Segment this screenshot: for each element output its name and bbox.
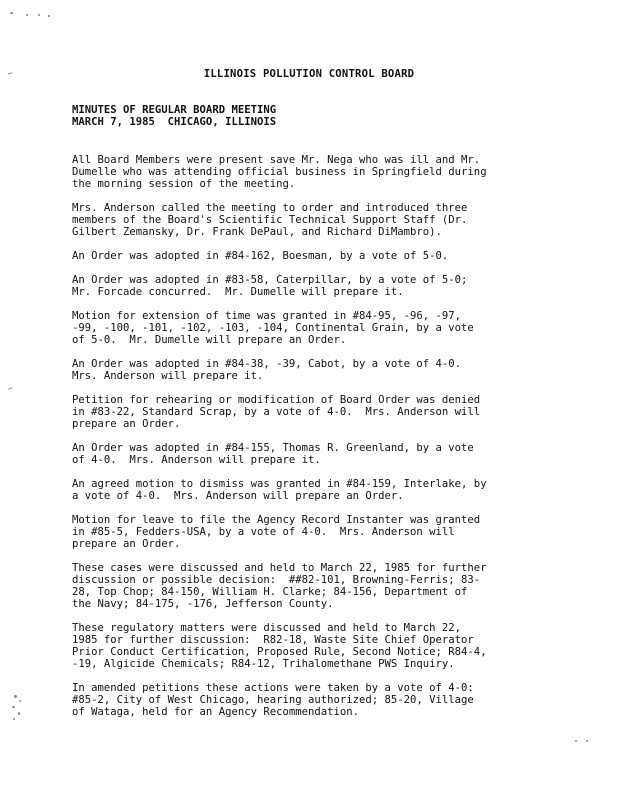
minutes-paragraph [72,442,552,466]
meeting-heading [72,104,276,128]
minutes-paragraph [72,562,552,610]
paragraph-line: All Board Members were present save Mr. Nega who was ill and Mr. [72,154,481,166]
minutes-paragraph [72,202,552,238]
paragraph-line: 1985 for further discussion: R82-18, Waste Site Chief Operator [72,634,474,646]
minutes-paragraph [72,394,552,430]
paragraph-line: members of the Board's Scientific Technical Support Staff (Dr. [72,214,468,226]
paragraph-line: prepare an Order. [72,418,181,430]
scan-speck [12,706,15,708]
paragraph-line: Prior Conduct Certification, Proposed Rule, Second Notice; R84-4, [72,646,487,658]
scan-speck [26,14,28,16]
paragraph-line: Dumelle who was attending official business in Springfield during [72,166,487,178]
minutes-paragraph [72,478,552,502]
scan-speck [13,718,15,720]
heading-line: MINUTES OF REGULAR BOARD MEETING [72,104,277,116]
paragraph-line: Motion for leave to file the Agency Record Instanter was granted [72,514,481,526]
minutes-body [72,154,552,730]
scan-speck [586,740,588,742]
paragraph-line: Mrs. Anderson called the meeting to order and introduced three [72,202,468,214]
paragraph-line: in #85-5, Fedders-USA, by a vote of 4-0. Mrs. Anderson will [72,526,455,538]
scan-speck [38,14,40,16]
paragraph-line: discussion or possible decision: ##82-101, Browning-Ferris; 83- [72,574,481,586]
minutes-paragraph [72,250,552,262]
scan-mark: ~ [5,383,16,395]
paragraph-line: the Navy; 84-175, -176, Jefferson County. [72,598,334,610]
paragraph-line: Motion for extension of time was granted in #84-95, -96, -97, [72,310,462,322]
scan-speck [18,712,20,715]
paragraph-line: -19, Algicide Chemicals; R84-12, Trihalomethane PWS Inquiry. [72,658,455,670]
paragraph-line: #85-2, City of West Chicago, hearing authorized; 85-20, Village [72,694,474,706]
minutes-paragraph [72,514,552,550]
paragraph-line: These cases were discussed and held to March 22, 1985 for further [72,562,487,574]
minutes-paragraph [72,682,552,718]
paragraph-line: prepare an Order. [72,538,181,550]
paragraph-line: Mr. Forcade concurred. Mr. Dumelle will prepare it. [72,286,404,298]
minutes-paragraph [72,274,552,298]
minutes-paragraph [72,310,552,346]
scan-speck [14,695,17,698]
paragraph-line: of Wataga, held for an Agency Recommendation. [72,706,360,718]
paragraph-line: of 5-0. Mr. Dumelle will prepare an Order. [72,334,347,346]
paragraph-line: -99, -100, -101, -102, -103, -104, Continental Grain, by a vote [72,322,474,334]
paragraph-line: An Order was adopted in #83-58, Caterpillar, by a vote of 5-0; [72,274,468,286]
scan-speck [10,12,13,14]
paragraph-line: An agreed motion to dismiss was granted in #84-159, Interlake, by [72,478,487,490]
scan-speck [19,700,21,702]
page-title: ILLINOIS POLLUTION CONTROL BOARD [203,68,415,80]
minutes-paragraph [72,622,552,670]
heading-line: MARCH 7, 1985 CHICAGO, ILLINOIS [72,116,277,128]
paragraph-line: a vote of 4-0. Mrs. Anderson will prepare an Order. [72,490,404,502]
scan-speck [575,740,577,742]
paragraph-line: In amended petitions these actions were taken by a vote of 4-0: [72,682,474,694]
paragraph-line: Gilbert Zemansky, Dr. Frank DePaul, and Richard DiMambro). [72,226,442,238]
paragraph-line: These regulatory matters were discussed and held to March 22, [72,622,462,634]
paragraph-line: 28, Top Chop; 84-150, William H. Clarke; 84-156, Department of [72,586,468,598]
paragraph-line: the morning session of the meeting. [72,178,296,190]
scan-mark: ~ [5,68,16,80]
paragraph-line: Petition for rehearing or modification of Board Order was denied [72,394,481,406]
paragraph-line: An Order was adopted in #84-162, Boesman, by a vote of 5-0. [72,250,449,262]
paragraph-line: An Order was adopted in #84-155, Thomas R. Greenland, by a vote [72,442,474,454]
minutes-paragraph [72,154,552,190]
scan-speck [48,15,50,17]
paragraph-line: in #83-22, Standard Scrap, by a vote of 4-0. Mrs. Anderson will [72,406,481,418]
paragraph-line: An Order was adopted in #84-38, -39, Cabot, by a vote of 4-0. [72,358,462,370]
minutes-paragraph [72,358,552,382]
paragraph-line: Mrs. Anderson will prepare it. [72,370,264,382]
paragraph-line: of 4-0. Mrs. Anderson will prepare it. [72,454,321,466]
